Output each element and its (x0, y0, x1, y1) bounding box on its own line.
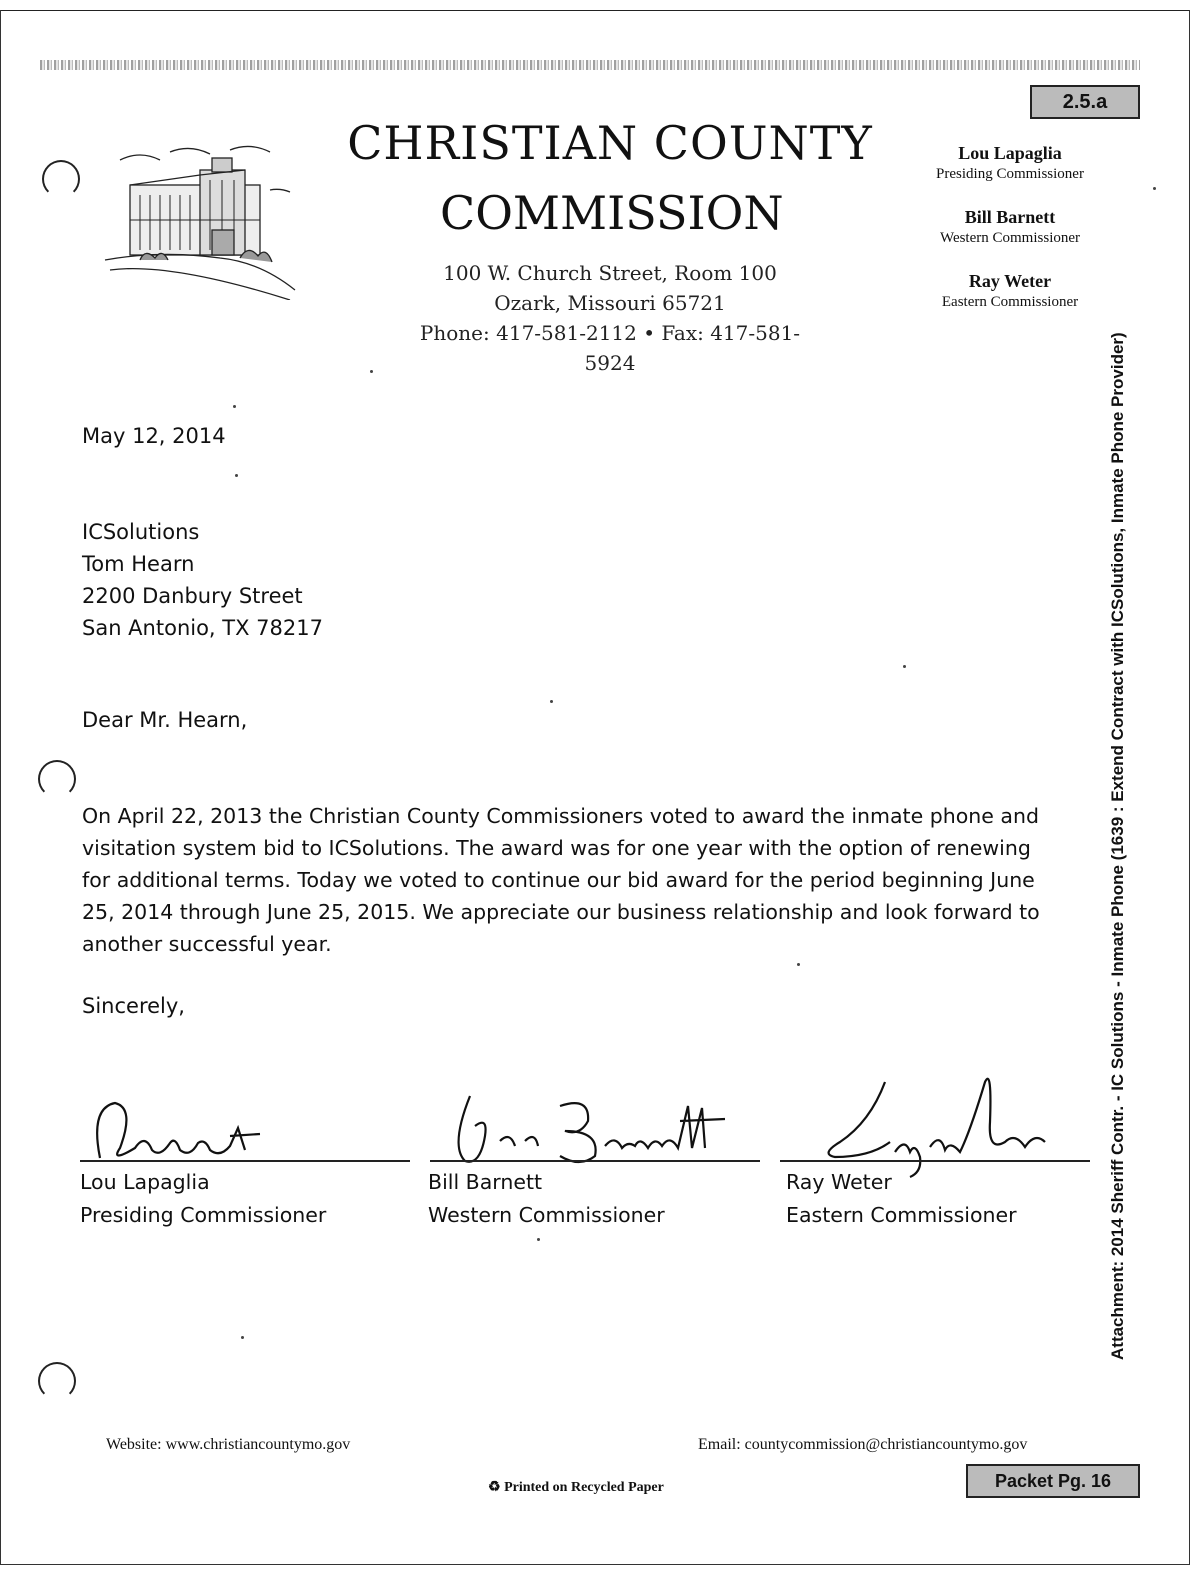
signatory-name: Bill Barnett (428, 1170, 543, 1194)
recycled-label: Printed on Recycled Paper (504, 1480, 664, 1495)
punch-hole-bottom (38, 1362, 76, 1400)
page-border-bottom (0, 1564, 1190, 1565)
signature-line (430, 1160, 760, 1162)
attachment-side-note: Attachment: 2014 Sheriff Contr. - IC Solutions - Inmate Phone (1639 : Extend Contract with ICSolutions, Inmate Phone Provider) (1108, 332, 1127, 1360)
signatory-name: Lou Lapaglia (80, 1170, 210, 1194)
signatory-name: Ray Weter (786, 1170, 892, 1194)
commissioner-title: Western Commissioner (939, 230, 1081, 246)
punch-hole-middle (38, 760, 76, 798)
packet-page-tag: Packet Pg. 16 (966, 1464, 1140, 1498)
recycled-note (488, 1479, 664, 1496)
address-line-1: 100 W. Church Street, Room 100 (443, 261, 777, 285)
signature-ray-weter (810, 1062, 1070, 1182)
page-border-top (0, 10, 1190, 11)
scan-speck (797, 963, 800, 966)
punch-hole-top (42, 160, 80, 198)
page-border-left (0, 10, 1, 1565)
scan-speck (370, 370, 373, 373)
scan-speck (235, 474, 238, 477)
signature-line (80, 1160, 410, 1162)
footer-email: Email: countycommission@christiancountymo.gov (698, 1436, 1028, 1453)
signature-line (780, 1160, 1090, 1162)
phone-fax: Phone: 417-581-2112 • Fax: 417-581-5924 (419, 321, 801, 375)
signatory-ray-weter (786, 1166, 1017, 1232)
recipient-line: 2200 Danbury Street (82, 584, 303, 608)
commissioner-name: Lou Lapaglia (958, 143, 1062, 163)
page-border-right (1189, 10, 1190, 1565)
recipient-line: ICSolutions (82, 520, 200, 544)
letterhead-address (410, 258, 810, 378)
signatory-title: Western Commissioner (428, 1203, 665, 1227)
scan-speck (537, 1238, 540, 1241)
org-subtitle: COMMISSION (440, 186, 784, 240)
commissioners-list (910, 142, 1110, 334)
signatory-title: Eastern Commissioner (786, 1203, 1017, 1227)
scan-speck (903, 665, 906, 668)
signature-bill-barnett (440, 1086, 740, 1176)
courthouse-illustration (100, 130, 300, 300)
agenda-tag: 2.5.a (1030, 85, 1140, 119)
footer-website: Website: www.christiancountymo.gov (106, 1436, 351, 1453)
address-line-2: Ozark, Missouri 65721 (494, 291, 726, 315)
signatory-bill-barnett (428, 1166, 665, 1232)
scan-noise-strip (40, 60, 1140, 70)
signatory-lou-lapaglia (80, 1166, 326, 1232)
org-title: CHRISTIAN COUNTY (347, 116, 873, 170)
signature-absent (80, 1088, 290, 1168)
scan-speck (233, 405, 236, 408)
letter-body: On April 22, 2013 the Christian County Commissioners voted to award the inmate phone and visitation system bid to ICSolutions. The award was for one year with the option of renewing for additional terms. Today we voted to continue our bid award for the period beginning June 25, 2014 through June 25, 2015. We appreciate our business relationship and look forward to another successful year. (82, 804, 1040, 956)
scan-speck (1153, 187, 1156, 190)
recycle-icon: ♻ (488, 1480, 505, 1495)
commissioner-title: Presiding Commissioner (936, 166, 1084, 182)
scan-speck (550, 700, 553, 703)
signatory-title: Presiding Commissioner (80, 1203, 327, 1227)
commissioner-name: Bill Barnett (964, 207, 1056, 227)
recipient-line: Tom Hearn (82, 552, 195, 576)
salutation: Dear Mr. Hearn, (82, 708, 248, 732)
scan-speck (241, 1336, 244, 1339)
commissioner-name: Ray Weter (968, 271, 1052, 291)
letter-date: May 12, 2014 (82, 424, 226, 448)
commissioner-title: Eastern Commissioner (941, 294, 1079, 310)
recipient-line: San Antonio, TX 78217 (82, 616, 323, 640)
recipient-address (82, 516, 323, 644)
closing: Sincerely, (82, 994, 185, 1018)
